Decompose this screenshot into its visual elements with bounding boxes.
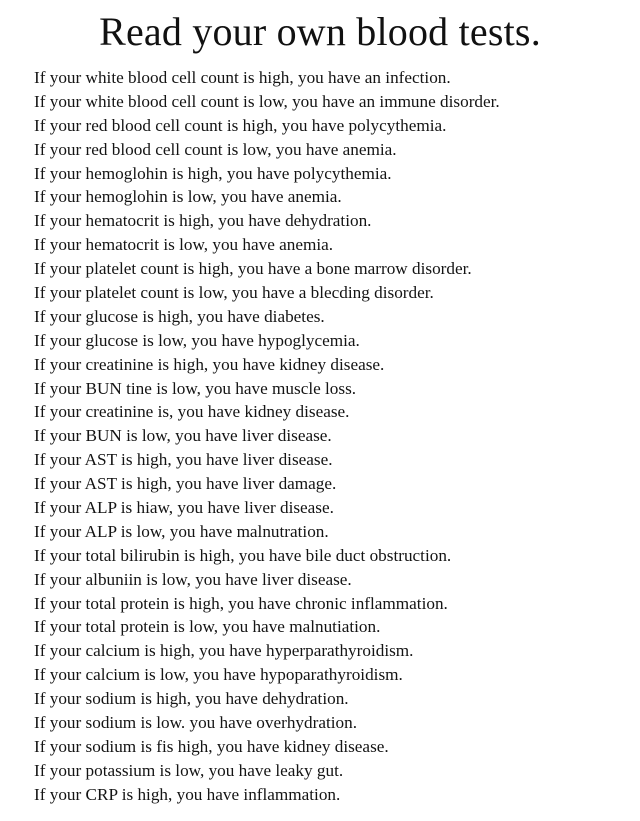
statement-line: If your AST is high, you have liver damage. <box>34 474 337 494</box>
statement-line: If your glucose is high, you have diabetes. <box>34 306 325 326</box>
statement-line: If your sodium is low. you have overhydration. <box>34 713 358 733</box>
statement-line: If your potassium is low, you have leaky gut. <box>34 760 344 780</box>
statement-line: If your sodium is high, you have dehydration. <box>34 689 349 709</box>
statement-line: If your hematocrit is high, you have dehydration. <box>34 211 372 231</box>
statement-line: If your ALP is hiaw, you have liver disease. <box>34 498 334 518</box>
statement-line: If your platelet count is low, you have a blecding disorder. <box>34 283 434 303</box>
statement-line: If your creatinine is, you have kidney disease. <box>34 402 350 422</box>
statement-line: If your total protein is high, you have chronic inflammation. <box>34 593 448 613</box>
statement-line: If your calcium is low, you have hypoparathyroidism. <box>34 665 403 685</box>
statement-line: If your glucose is low, you have hypoglycemia. <box>34 330 360 350</box>
statement-line: If your albuniin is low, you have liver disease. <box>34 569 352 589</box>
statement-line: If your hemoglohin is high, you have polycythemia. <box>34 163 392 183</box>
statement-line: If your red blood cell count is high, you have polycythemia. <box>34 115 447 135</box>
statement-line: If your calcium is high, you have hyperparathyroidism. <box>34 641 414 661</box>
statement-line: If your ALP is low, you have malnutration. <box>34 521 329 541</box>
statement-line: If your sodium is fis high, you have kidney disease. <box>34 736 389 756</box>
statement-line: If your hematocrit is low, you have anemia. <box>34 235 334 255</box>
statement-list <box>34 66 634 807</box>
statement-line: If your red blood cell count is low, you have anemia. <box>34 139 397 159</box>
statement-line: If your creatinine is high, you have kidney disease. <box>34 354 385 374</box>
statement-line: If your BUN is low, you have liver disease. <box>34 426 332 446</box>
statement-line: If your platelet count is high, you have a bone marrow disorder. <box>34 259 472 279</box>
page-title: Read your own blood tests. <box>99 9 541 54</box>
statement-line: If your total protein is low, you have malnutiation. <box>34 617 381 637</box>
statement-line: If your hemoglohin is low, you have anemia. <box>34 187 342 207</box>
statement-line: If your CRP is high, you have inflammation. <box>34 784 341 804</box>
statement-line: If your total bilirubin is high, you have bile duct obstruction. <box>34 545 452 565</box>
statement-line: If your BUN tine is low, you have muscle loss. <box>34 378 357 398</box>
statement-line: If your white blood cell count is high, you have an infection. <box>34 68 451 87</box>
statement-line: If your white blood cell count is low, you have an immune disorder. <box>34 91 500 111</box>
statement-line: If your AST is high, you have liver disease. <box>34 450 333 470</box>
